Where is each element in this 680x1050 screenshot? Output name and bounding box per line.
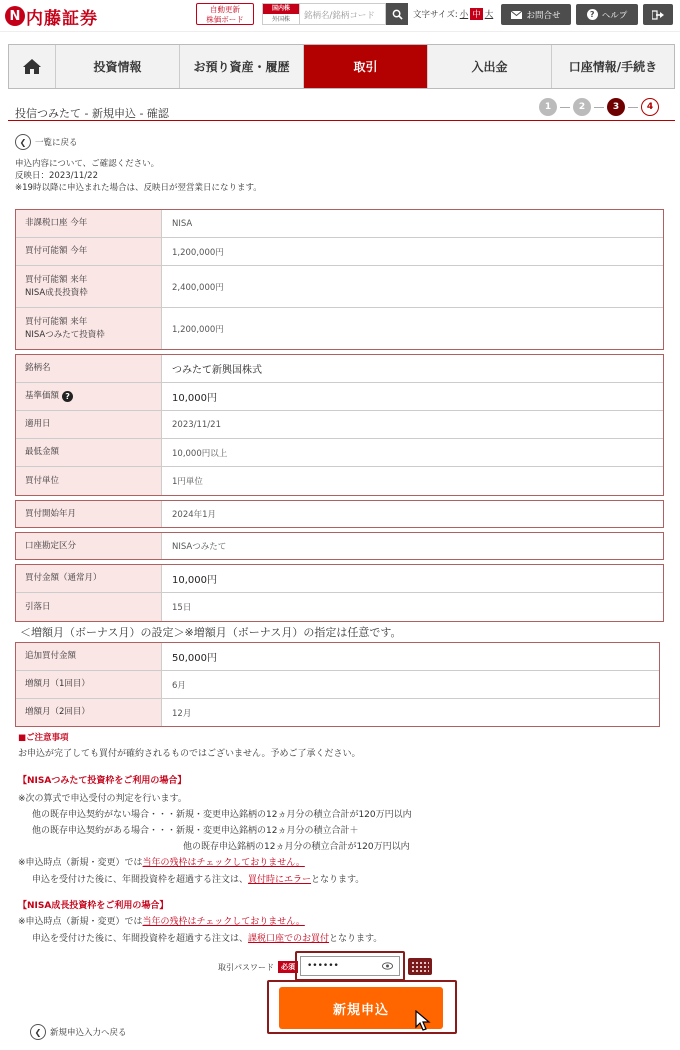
- row-value: 1,200,000円: [172, 324, 224, 335]
- back-to-input-label: 新規申込入力へ戻る: [50, 1028, 127, 1038]
- row-label: 買付単位: [16, 467, 162, 495]
- password-field-wrapper: [295, 951, 405, 981]
- account-type-table: [15, 532, 664, 560]
- nav-tab-trade[interactable]: 取引: [304, 45, 428, 88]
- row-value: 1円単位: [172, 477, 203, 487]
- row-value: 2024年1月: [172, 510, 217, 520]
- notes: [15, 158, 262, 194]
- growth-heading: 【NISA成長投資枠をご利用の場合】: [18, 901, 169, 911]
- caution-line: [32, 873, 364, 887]
- row-value: 6月: [172, 680, 186, 691]
- nav-home[interactable]: [9, 45, 56, 88]
- font-small-button[interactable]: 小: [459, 10, 469, 20]
- password-value: ••••••: [307, 961, 339, 971]
- text: 申込を受付けた後に、年間投資枠を超過する注文は、: [32, 875, 249, 885]
- required-badge: 必須: [278, 961, 298, 973]
- table-row: [16, 308, 663, 349]
- caution-emphasis: 買付時にエラー: [248, 875, 312, 885]
- text: となります。: [311, 875, 365, 885]
- nav-tab-deposit-withdraw[interactable]: 入出金: [428, 45, 552, 88]
- password-label-group: [218, 961, 298, 973]
- row-value: 2023/11/21: [172, 419, 221, 430]
- row-value: NISAつみたて: [172, 542, 227, 552]
- table-row: [16, 533, 663, 559]
- row-label: 買付開始年月: [16, 501, 162, 527]
- password-input[interactable]: [300, 956, 400, 976]
- help-button[interactable]: [576, 4, 638, 25]
- row-label: 銘柄名: [16, 355, 162, 382]
- market-domestic[interactable]: 国内株: [263, 4, 299, 14]
- search-input[interactable]: 銘柄名/銘柄コード: [300, 3, 386, 25]
- text: となります。: [329, 934, 383, 944]
- row-value: 12月: [172, 708, 192, 719]
- table-row: [16, 699, 659, 726]
- eye-icon[interactable]: [382, 962, 393, 970]
- logout-button[interactable]: [643, 4, 673, 25]
- row-value: 50,000円: [172, 653, 217, 664]
- label-text: 基準価額: [25, 391, 60, 401]
- font-size-control: [413, 8, 493, 20]
- row-label: 適用日: [16, 411, 162, 438]
- contact-label: お問合せ: [526, 10, 561, 21]
- help-icon[interactable]: ?: [62, 391, 73, 402]
- back-to-list-link[interactable]: [15, 134, 78, 150]
- row-label: [16, 383, 162, 410]
- row-label: 最低金額: [16, 439, 162, 466]
- caution-line: ※次の算式で申込受付の判定を行います。: [18, 794, 187, 804]
- caution-line: [32, 932, 382, 946]
- bonus-heading: ＜増額月（ボーナス月）の設定＞※増額月（ボーナス月）の指定は任意です。: [20, 626, 402, 639]
- header: [0, 0, 680, 32]
- row-value: 2,400,000円: [172, 282, 224, 293]
- contact-button[interactable]: [501, 4, 571, 25]
- main-nav: [8, 44, 675, 89]
- caution-line: [18, 915, 305, 929]
- font-large-button[interactable]: 大: [484, 10, 494, 20]
- table-row: [16, 671, 659, 699]
- row-label: 増額月（1回目）: [16, 671, 162, 698]
- table-row: [16, 501, 663, 527]
- step-4: 4: [641, 98, 659, 116]
- table-row: [16, 439, 663, 467]
- row-label: 口座勘定区分: [16, 533, 162, 559]
- logo[interactable]: [5, 5, 98, 27]
- submit-new-application-button[interactable]: 新規申込: [279, 987, 443, 1029]
- mail-icon: [511, 11, 522, 19]
- help-label: ヘルプ: [601, 10, 628, 21]
- search-button[interactable]: [386, 3, 408, 25]
- note-3: ※19時以降に申込まれた場合は、反映日が翌営業日になります。: [15, 183, 262, 193]
- table-row: [16, 355, 663, 383]
- bonus-table: [15, 642, 660, 727]
- table-row: [16, 383, 663, 411]
- caution-line: [18, 856, 305, 870]
- row-label: 買付可能額 来年 NISA成長投資枠: [16, 266, 162, 307]
- logo-text: 内藤証券: [26, 8, 98, 29]
- step-2: 2: [573, 98, 591, 116]
- row-value: NISA: [172, 218, 193, 229]
- step-1: 1: [539, 98, 557, 116]
- title-divider: [8, 120, 675, 121]
- software-keyboard-icon[interactable]: [408, 958, 432, 975]
- mouse-cursor-icon: [415, 1010, 431, 1032]
- market-selector[interactable]: [262, 3, 300, 25]
- step-indicator: [539, 98, 659, 116]
- row-label: 買付可能額 今年: [16, 238, 162, 265]
- text: 申込を受付けた後に、年間投資枠を超過する注文は、: [32, 934, 249, 944]
- tsumitate-heading: 【NISAつみたて投資枠をご利用の場合】: [18, 776, 187, 786]
- market-foreign[interactable]: 外国株: [271, 16, 290, 23]
- help-icon: ?: [587, 9, 598, 20]
- table-row: [16, 210, 663, 238]
- password-label: 取引パスワード: [218, 962, 274, 972]
- table-row: [16, 565, 663, 593]
- row-label: 増額月（2回目）: [16, 699, 162, 726]
- row-value: 15日: [172, 603, 192, 613]
- nav-tab-investment-info[interactable]: 投資情報: [56, 45, 180, 88]
- row-label: 追加買付金額: [16, 643, 162, 670]
- font-medium-button[interactable]: 中: [472, 10, 481, 20]
- note-2: 反映日：2023/11/22: [15, 171, 98, 181]
- chevron-left-icon: ❮: [15, 134, 31, 150]
- caution-line: 他の既存申込契約がある場合・・・新規・変更申込銘柄の12ヵ月分の積立合計＋: [32, 826, 359, 836]
- caution-emphasis: 課税口座でのお買付: [248, 934, 330, 944]
- chevron-left-icon: ❮: [30, 1024, 46, 1040]
- caution-line: 他の既存申込銘柄の12ヵ月分の積立合計が120万円以内: [183, 842, 410, 852]
- back-to-input-link[interactable]: [30, 1024, 127, 1040]
- nav-tab-account-info[interactable]: 口座情報/手続き: [568, 60, 658, 74]
- logout-icon: [652, 10, 664, 20]
- table-row: [16, 593, 663, 621]
- table-row: [16, 238, 663, 266]
- row-value: 1,200,000円: [172, 247, 224, 258]
- caution-link: 当年の残枠はチェックしておりません。: [142, 858, 305, 868]
- nav-tab-assets-history[interactable]: お預り資産・履歴: [180, 45, 304, 88]
- caution-line: お申込が完了しても買付が確約されるものではございません。予めご了承ください。: [18, 749, 361, 759]
- step-3-current: 3: [607, 98, 625, 116]
- search-icon: [392, 9, 403, 20]
- note-1: 申込内容について、ご確認ください。: [15, 159, 160, 169]
- account-table: [15, 209, 664, 350]
- text: ※申込時点（新規・変更）では: [18, 917, 143, 927]
- caution-line: 他の既存申込契約がない場合・・・新規・変更申込銘柄の12ヵ月分の積立合計が120万円以内: [32, 810, 412, 820]
- font-size-label: 文字サイズ:: [413, 10, 458, 20]
- row-value: 10,000円以上: [172, 448, 228, 459]
- table-row: [16, 467, 663, 495]
- logo-mark: N: [5, 6, 25, 26]
- caution-heading: ■ご注意事項: [18, 733, 69, 743]
- row-label: 引落日: [16, 593, 162, 621]
- amount-table: [15, 564, 664, 622]
- back-to-list-label: 一覧に戻る: [35, 138, 78, 148]
- text: ※申込時点（新規・変更）では: [18, 858, 143, 868]
- start-table: [15, 500, 664, 528]
- auto-update-board-button[interactable]: 自動更新 株価ボード: [196, 3, 254, 25]
- base-price: 10,000円: [172, 393, 217, 404]
- row-value: 10,000円: [172, 575, 217, 586]
- fund-table: [15, 354, 664, 496]
- caution-link: 当年の残枠はチェックしておりません。: [142, 917, 305, 927]
- fund-name: つみたて新興国株式: [172, 365, 262, 376]
- row-label: 非課税口座 今年: [16, 210, 162, 237]
- table-row: [16, 411, 663, 439]
- row-label: 買付金額（通常月）: [16, 565, 162, 592]
- page-title: 投信つみたて - 新規申込 - 確認: [15, 107, 169, 120]
- table-row: [16, 266, 663, 308]
- home-icon: [22, 58, 42, 75]
- table-row: [16, 643, 659, 671]
- row-label: 買付可能額 来年 NISAつみたて投資枠: [16, 308, 162, 349]
